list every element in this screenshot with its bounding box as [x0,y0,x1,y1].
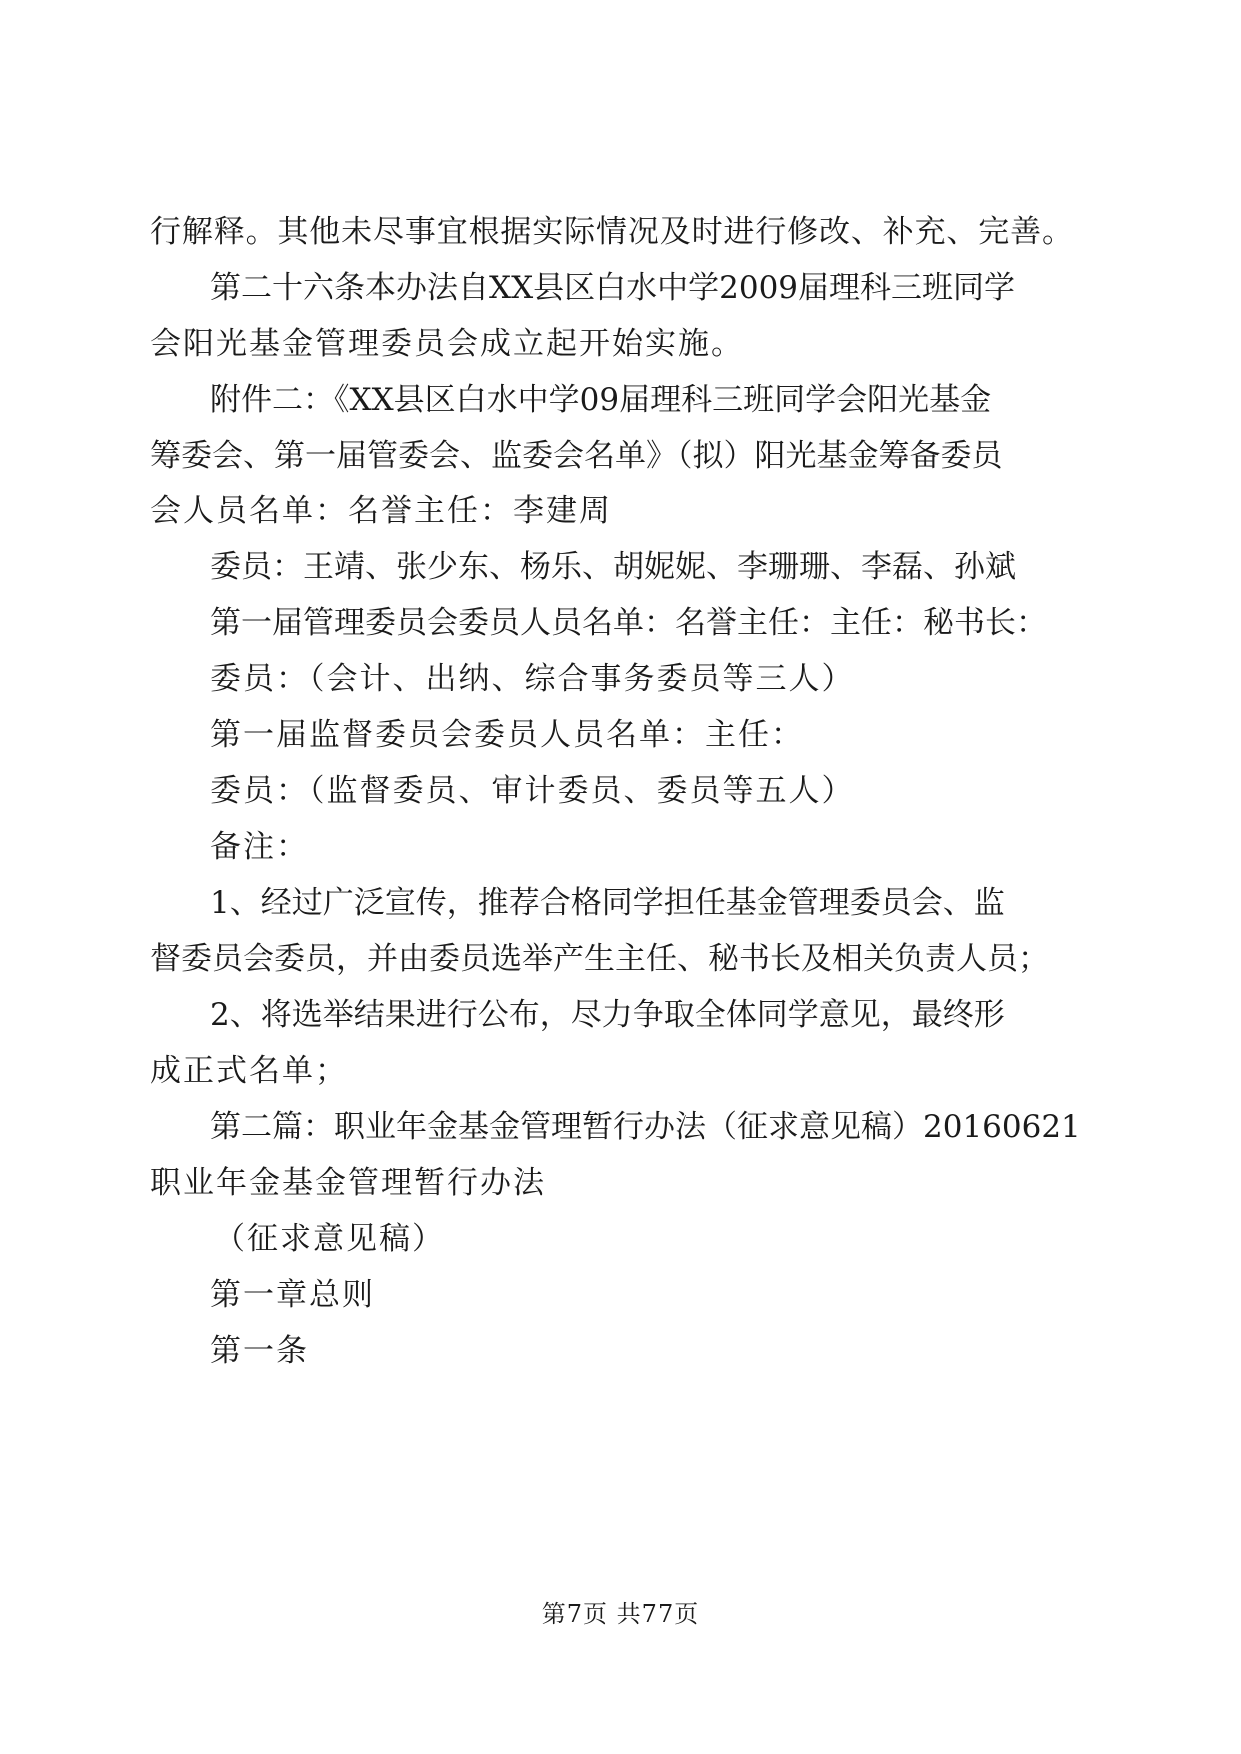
text-line-15: 2、将选举结果进行公布，尽力争取全体同学意见，最终形 [210,997,1005,1033]
text-line-12: 备注： [210,829,309,865]
text-line-8: 第一届管理委员会委员人员名单：名誉主任：主任：秘书长： [210,605,1047,641]
page-number-footer: 第7页 共77页 [541,1600,700,1628]
text-line-20: 第一章总则 [210,1277,375,1313]
text-line-7: 委员：王靖、张少东、杨乐、胡妮妮、李珊珊、李磊、孙斌 [210,549,1016,585]
text-line-5: 筹委会、第一届管委会、监委会名单》（拟）阳光基金筹备委员 [150,438,1003,474]
text-line-21: 第一条 [210,1333,309,1369]
text-line-17: 第二篇：职业年金基金管理暂行办法（征求意见稿）20160621 [210,1109,1081,1145]
text-line-2: 第二十六条本办法自XX县区白水中学2009届理科三班同学 [210,270,1016,306]
text-line-14: 督委员会委员，并由委员选举产生主任、秘书长及相关负责人员； [150,941,1049,977]
text-line-11: 委员：（监督委员、审计委员、委员等五人） [210,773,855,809]
text-line-3: 会阳光基金管理委员会成立起开始实施。 [150,326,744,362]
text-line-10: 第一届监督委员会委员人员名单：主任： [210,717,804,753]
text-line-18: 职业年金基金管理暂行办法 [150,1165,546,1201]
text-line-1: 行解释。其他未尽事宜根据实际情况及时进行修改、补充、完善。 [150,214,1073,250]
text-line-19: （征求意见稿） [214,1221,445,1257]
text-line-16: 成正式名单； [150,1053,348,1089]
text-line-9: 委员：（会计、出纳、综合事务委员等三人） [210,661,855,697]
text-line-6: 会人员名单：名誉主任：李建周 [150,493,612,529]
text-line-4: 附件二：《XX县区白水中学09届理科三班同学会阳光基金 [210,382,992,418]
text-line-13: 1、经过广泛宣传，推荐合格同学担任基金管理委员会、监 [210,885,1005,921]
